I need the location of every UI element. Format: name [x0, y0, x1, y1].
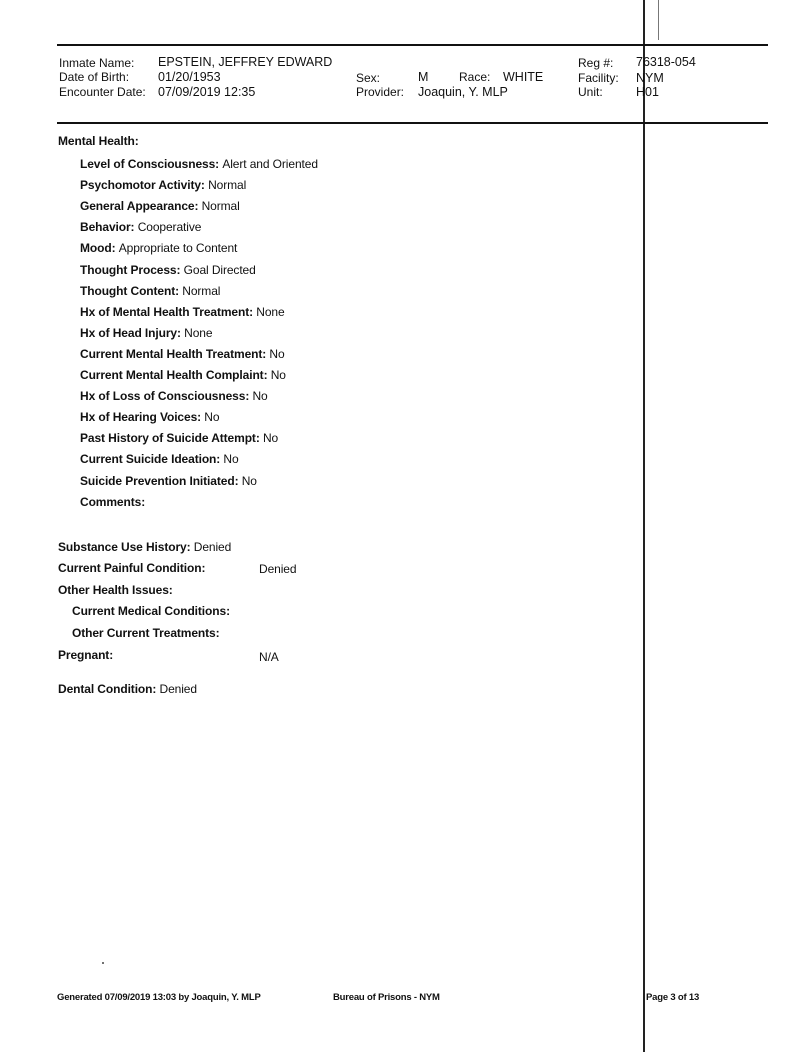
mental-health-item-label: Mood:: [80, 241, 116, 256]
mental-health-item: [80, 305, 285, 319]
mental-health-item: [80, 431, 278, 445]
mental-health-item-label: Current Suicide Ideation:: [80, 452, 221, 467]
facility-label: Facility:: [578, 71, 619, 85]
mental-health-item-label: Level of Consciousness:: [80, 157, 220, 171]
mental-health-item: [80, 368, 286, 382]
mental-health-item-label: Hx of Head Injury:: [80, 325, 181, 340]
mental-health-item-value: None: [184, 325, 213, 340]
pregnant-value: N/A: [259, 650, 279, 664]
mental-health-item-value: No: [262, 431, 279, 446]
dob-label: Date of Birth:: [59, 70, 130, 84]
mental-health-item-value: Cooperative: [137, 220, 202, 235]
scan-artifact-line-short: [658, 0, 659, 40]
substance-use-value: Denied: [193, 540, 232, 554]
mental-health-item: [80, 220, 201, 234]
provider-label: Provider:: [356, 85, 405, 99]
scan-speck: [102, 962, 104, 964]
mental-health-item-label: Hx of Hearing Voices:: [80, 410, 202, 425]
mental-health-item-value: No: [223, 452, 239, 467]
mental-health-item-label: Thought Content:: [80, 283, 180, 298]
mental-health-item: [80, 452, 239, 466]
inmate-name-label: Inmate Name:: [59, 56, 135, 70]
mental-health-item-value: Normal: [182, 283, 221, 298]
painful-condition-label: Current Painful Condition:: [58, 561, 206, 575]
substance-use-row: [58, 540, 231, 554]
mental-health-item-label: Hx of Loss of Consciousness:: [80, 389, 250, 404]
mental-health-item: [80, 241, 237, 255]
footer-generated: Generated 07/09/2019 13:03 by Joaquin, Y. MLP: [57, 992, 261, 1003]
mental-health-item: [80, 263, 256, 277]
mental-health-item: [80, 410, 219, 424]
mental-health-item-value: Normal: [201, 199, 240, 214]
mental-health-item-label: Thought Process:: [80, 262, 181, 277]
mental-health-item: [80, 326, 212, 340]
race-label: Race:: [459, 70, 491, 84]
painful-condition-value: Denied: [259, 562, 297, 576]
footer-page-number: Page 3 of 13: [646, 992, 700, 1003]
sex-value: M: [418, 70, 429, 84]
mental-health-item-label: Current Mental Health Treatment:: [80, 346, 267, 361]
mental-health-item-value: No: [252, 389, 268, 404]
reg-label: Reg #:: [578, 56, 614, 70]
pregnant-label: Pregnant:: [58, 648, 114, 662]
mental-health-item-value: Normal: [208, 178, 247, 193]
mental-health-item-label: Hx of Mental Health Treatment:: [80, 304, 254, 319]
mental-health-item: [80, 178, 246, 192]
sex-label: Sex:: [356, 71, 381, 85]
encounter-date-value: 07/09/2019 12:35: [158, 85, 256, 99]
other-health-issues-label: Other Health Issues:: [58, 583, 173, 597]
substance-use-label: Substance Use History:: [58, 540, 191, 554]
mental-health-item-value: Goal Directed: [183, 262, 256, 277]
race-value: WHITE: [503, 70, 544, 84]
inmate-name-value: EPSTEIN, JEFFREY EDWARD: [158, 55, 333, 69]
mental-health-item-label: Past History of Suicide Attempt:: [80, 431, 260, 446]
mental-health-item-label: Current Mental Health Complaint:: [80, 368, 268, 382]
mental-health-item-label: Comments:: [80, 494, 146, 509]
unit-value: H01: [636, 85, 659, 99]
mental-health-item-value: No: [270, 368, 286, 382]
facility-value: NYM: [636, 71, 664, 85]
mental-health-item-value: Appropriate to Content: [118, 241, 238, 256]
mental-health-item-value: None: [256, 304, 285, 319]
mental-health-item-value: No: [269, 346, 285, 361]
mental-health-title: Mental Health:: [58, 134, 139, 148]
mental-health-item-label: Suicide Prevention Initiated:: [80, 473, 239, 488]
current-medical-conditions-label: Current Medical Conditions:: [72, 604, 230, 618]
mental-health-item-value: No: [241, 473, 257, 488]
mental-health-item: [80, 284, 220, 298]
dental-condition-label: Dental Condition:: [58, 682, 157, 696]
mental-health-item-value: No: [204, 410, 220, 425]
mental-health-item: [80, 389, 268, 403]
mental-health-item-label: Psychomotor Activity:: [80, 178, 205, 193]
dental-condition-value: Denied: [159, 682, 197, 696]
mental-health-item: [80, 347, 285, 361]
unit-label: Unit:: [578, 85, 603, 99]
mental-health-item: [80, 199, 240, 213]
reg-value: 76318-054: [636, 55, 696, 69]
encounter-date-label: Encounter Date:: [59, 85, 146, 99]
mental-health-item: [80, 495, 145, 509]
scan-artifact-line: [643, 0, 645, 1052]
mental-health-item-value: Alert and Oriented: [222, 157, 318, 171]
provider-value: Joaquin, Y. MLP: [418, 85, 508, 99]
footer-bureau: Bureau of Prisons - NYM: [333, 992, 440, 1003]
mental-health-item-label: General Appearance:: [80, 199, 199, 214]
header-top-rule: [57, 44, 768, 46]
mental-health-item: [80, 157, 318, 171]
other-current-treatments-label: Other Current Treatments:: [72, 626, 220, 640]
dental-condition-row: [58, 682, 197, 696]
header-bottom-rule: [57, 122, 768, 124]
mental-health-item-label: Behavior:: [80, 220, 135, 235]
mental-health-item: [80, 474, 257, 488]
dob-value: 01/20/1953: [158, 70, 221, 84]
